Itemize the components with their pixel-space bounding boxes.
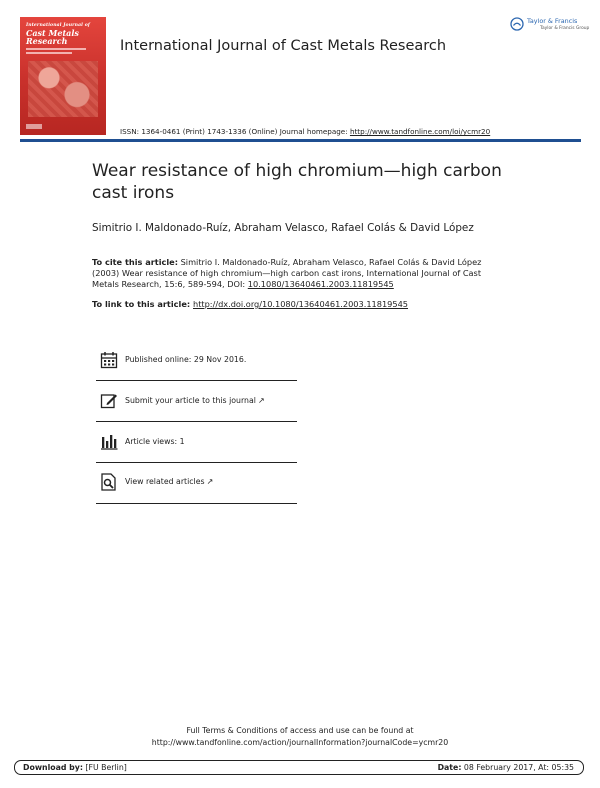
article-views-text: Article views: 1 <box>125 437 185 446</box>
issn-text: ISSN: 1364-0461 (Print) 1743-1336 (Online) Journal homepage: <box>120 127 350 136</box>
download-date-value: 08 February 2017, At: 05:35 <box>461 762 574 772</box>
submit-article-link[interactable] <box>125 396 265 405</box>
publisher-logo-icon <box>510 17 524 31</box>
bar-chart-icon <box>100 433 118 451</box>
info-divider <box>96 503 297 504</box>
calendar-icon <box>100 351 118 369</box>
article-link-block <box>92 299 502 310</box>
published-online-row <box>96 344 297 380</box>
citation-block <box>92 257 502 289</box>
external-link-icon: ↗ <box>206 477 214 486</box>
terms-url-link[interactable]: http://www.tandfonline.com/action/journalInformation?journalCode=ycmr20 <box>151 737 449 747</box>
citation-doi-link[interactable]: 10.1080/13640461.2003.11819545 <box>247 278 394 289</box>
info-divider <box>96 421 297 422</box>
submit-article-text: Submit your article to this journal <box>125 396 256 405</box>
edit-icon <box>100 392 118 410</box>
external-link-icon: ↗ <box>257 396 265 405</box>
article-views-row <box>96 426 297 462</box>
journal-homepage-link[interactable]: http://www.tandfonline.com/loi/ycmr20 <box>349 127 491 136</box>
related-articles-link[interactable] <box>125 477 213 486</box>
downloaded-by-label: Download by: <box>23 762 83 772</box>
cover-publisher-mark <box>26 124 42 129</box>
cover-title-line2: Cast Metals Research <box>26 28 79 46</box>
article-doi-link[interactable]: http://dx.doi.org/10.1080/13640461.2003.11819545 <box>193 299 409 309</box>
info-divider <box>96 380 297 381</box>
article-authors: Simitrio I. Maldonado-Ruíz, Abraham Velasco, Rafael Colás & David López <box>92 222 474 234</box>
related-articles-row[interactable] <box>96 466 297 502</box>
download-date-label: Date: <box>437 762 462 772</box>
downloaded-by-value: [FU Berlin] <box>82 762 127 772</box>
cover-title-line1: International Journal of <box>26 23 90 28</box>
journal-issn-line <box>120 127 490 136</box>
info-divider <box>96 462 297 463</box>
related-articles-text: View related articles <box>125 477 205 486</box>
publisher-logo[interactable] <box>510 16 590 38</box>
header-rule <box>20 139 581 142</box>
document-search-icon <box>100 473 118 491</box>
submit-article-row[interactable] <box>96 385 297 421</box>
publisher-name: Taylor & Francis <box>527 17 578 25</box>
published-online-text: Published online: 29 Nov 2016. <box>125 355 247 364</box>
citation-text: Simitrio I. Maldonado-Ruíz, Abraham Velasco, Rafael Colás & David López (2003) Wear resistance of high chromium—high carbon cast irons, International Journal of Cast Metals Research, 15:6, 589-594, DOI: <box>92 257 482 289</box>
download-date <box>438 763 574 772</box>
cover-text-line <box>26 48 86 50</box>
publisher-tagline: Taylor & Francis Group <box>540 26 590 31</box>
download-info-bar <box>14 760 584 775</box>
journal-cover-image[interactable] <box>20 17 106 135</box>
article-title: Wear resistance of high chromium—high carbon cast irons <box>92 161 502 203</box>
link-label: To link to this article: <box>92 299 193 309</box>
citation-label: To cite this article: <box>92 257 178 267</box>
downloaded-by <box>23 763 127 772</box>
terms-notice <box>0 725 600 748</box>
journal-title: International Journal of Cast Metals Research <box>120 38 447 54</box>
cover-text-line <box>26 52 72 54</box>
terms-line1: Full Terms & Conditions of access and use can be found at <box>186 726 414 735</box>
cover-photo <box>28 61 98 117</box>
